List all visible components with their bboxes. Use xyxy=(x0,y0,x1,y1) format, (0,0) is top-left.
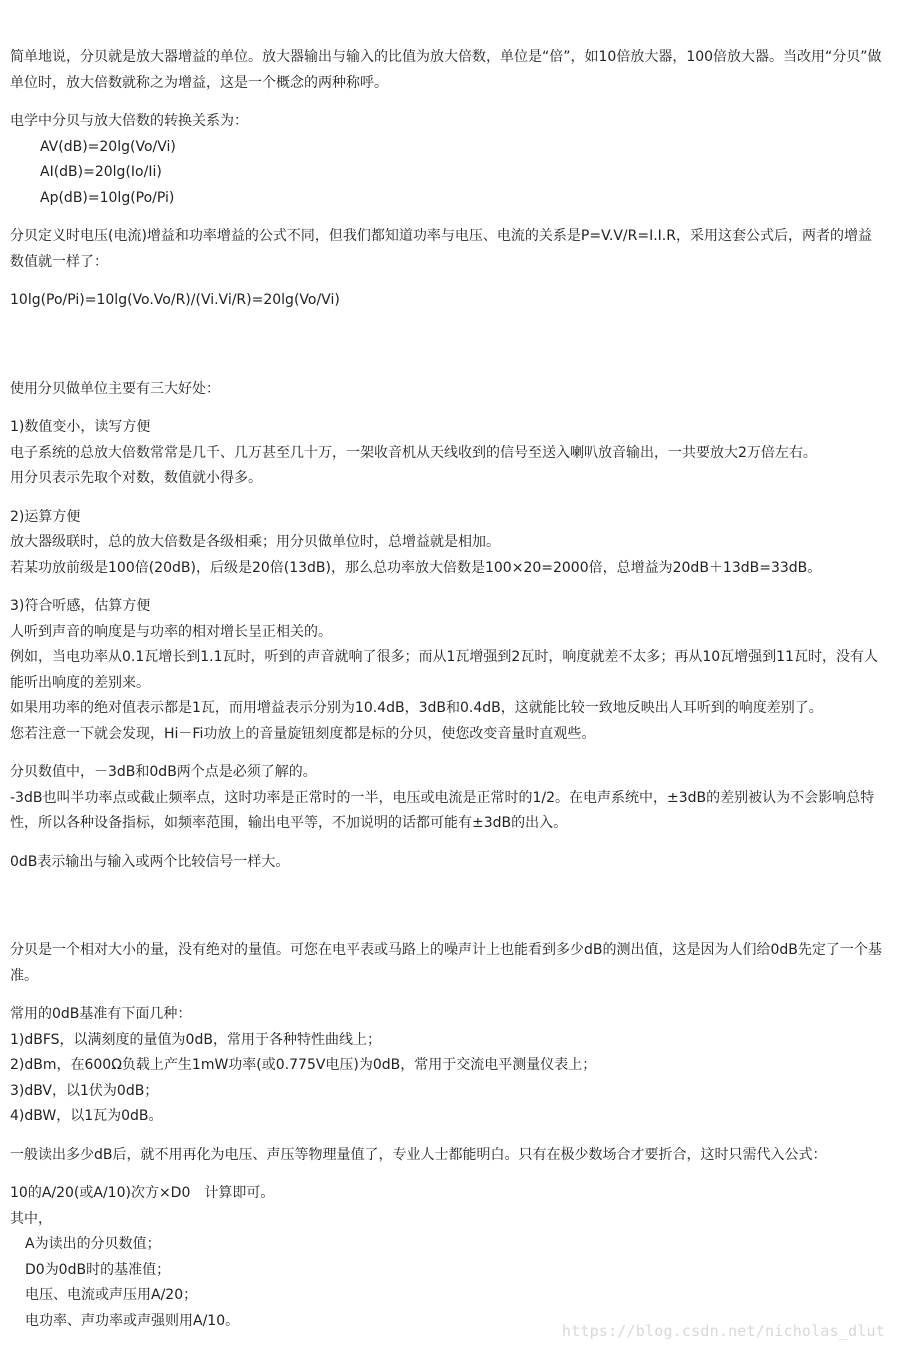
calculation-block xyxy=(10,1181,885,1334)
zero-db-paragraph: 0dB表示输出与输入或两个比较信号一样大。 xyxy=(10,853,290,870)
benefit-1 xyxy=(10,415,885,492)
where-item: 电功率、声功率或声强则用A/10。 xyxy=(25,1312,240,1329)
benefit-2 xyxy=(10,505,885,582)
formula-current: AI(dB)=20lg(Io/Ii) xyxy=(40,164,162,180)
benefit-2-line: 若某功放前级是100倍(20dB)，后级是20倍(13dB)，那么总功率放大倍数是100×20=2000倍，总增益为20dB＋13dB=33dB。 xyxy=(10,559,822,576)
benefit-3 xyxy=(10,594,885,747)
watermark-text: https://blog.csdn.net/nicholas_dlut xyxy=(561,1322,885,1340)
reading-paragraph: 一般读出多少dB后，就不用再化为电压、声压等物理量值了，专业人士都能明白。只有在极少数场合才要折合，这时只需代入公式： xyxy=(10,1146,827,1163)
benefit-2-heading: 2)运算方便 xyxy=(10,508,81,525)
benefit-3-line: 例如，当电功率从0.1瓦增长到1.1瓦时，听到的声音就响了很多；而从1瓦增强到2瓦时，响度就差不太多；再从10瓦增强到11瓦时，没有人能听出响度的差别来。 xyxy=(10,649,878,691)
reference-item: 1)dBFS，以满刻度的量值为0dB，常用于各种特性曲线上； xyxy=(10,1031,381,1048)
diff-paragraph: 分贝定义时电压(电流)增益和功率增益的公式不同，但我们都知道功率与电压、电流的关系是P=V.V/R=I.I.R，采用这套公式后，两者的增益数值就一样了： xyxy=(10,228,872,270)
benefit-1-line: 用分贝表示先取个对数，数值就小得多。 xyxy=(10,470,262,486)
calc-formula: 10的A/20(或A/10)次方×D0 计算即可。 xyxy=(10,1185,275,1201)
reference-item: 3)dBV，以1伏为0dB； xyxy=(10,1082,159,1099)
formula-title: 电学中分贝与放大倍数的转换关系为： xyxy=(10,113,248,129)
benefit-1-heading: 1)数值变小，读写方便 xyxy=(10,419,151,435)
where-item: A为读出的分贝数值； xyxy=(25,1236,161,1252)
formula-voltage: AV(dB)=20lg(Vo/Vi) xyxy=(40,138,176,155)
db-points xyxy=(10,760,885,837)
proof-formula: 10lg(Po/Pi)=10lg(Vo.Vo/R)/(Vi.Vi/R)=20lg(Vo/Vi) xyxy=(10,292,340,308)
where-item: D0为0dB时的基准值； xyxy=(25,1261,171,1278)
benefits-title: 使用分贝做单位主要有三大好处： xyxy=(10,380,220,397)
formula-power: Ap(dB)=10lg(Po/Pi) xyxy=(40,189,175,206)
benefit-3-heading: 3)符合听感，估算方便 xyxy=(10,598,151,614)
benefit-2-line: 放大器级联时，总的放大倍数是各级相乘；用分贝做单位时，总增益就是相加。 xyxy=(10,534,500,550)
where-item: 电压、电流或声压用A/20； xyxy=(25,1287,198,1303)
reference-item: 4)dBW，以1瓦为0dB。 xyxy=(10,1108,163,1124)
benefit-3-line: 您若注意一下就会发现，Hi－Fi功放上的音量旋钮刻度都是标的分贝，使您改变音量时直观些。 xyxy=(10,725,596,742)
reference-item: 2)dBm，在600Ω负载上产生1mW功率(或0.775V电压)为0dB，常用于交流电平测量仪表上； xyxy=(10,1057,597,1073)
benefit-3-line: 如果用功率的绝对值表示都是1瓦，而用增益表示分别为10.4dB，3dB和0.4dB，这就能比较一致地反映出人耳听到的响度差别了。 xyxy=(10,700,823,716)
relative-paragraph: 分贝是一个相对大小的量，没有绝对的量值。可您在电平表或马路上的噪声计上也能看到多少dB的测出值，这是因为人们给0dB先定了一个基准。 xyxy=(10,942,882,984)
article-body xyxy=(10,45,885,1334)
where-label: 其中， xyxy=(10,1210,52,1227)
db-points-intro: 分贝数值中，－3dB和0dB两个点是必须了解的。 xyxy=(10,764,317,780)
minus-3db-paragraph: -3dB也叫半功率点或截止频率点，这时功率是正常时的一半，电压或电流是正常时的1/2。在电声系统中，±3dB的差别被认为不会影响总特性，所以各种设备指标，如频率范围，输出电平等，不加说明的话都可能有±3dB的出入。 xyxy=(10,789,875,831)
benefit-1-line: 电子系统的总放大倍数常常是几千、几万甚至几十万，一架收音机从天线收到的信号至送入喇叭放音输出，一共要放大2万倍左右。 xyxy=(10,444,817,461)
reference-list xyxy=(10,1002,885,1130)
benefit-3-line: 人听到声音的响度是与功率的相对增长呈正相关的。 xyxy=(10,623,332,640)
reference-title: 常用的0dB基准有下面几种： xyxy=(10,1006,192,1022)
intro-paragraph: 简单地说，分贝就是放大器增益的单位。放大器输出与输入的比值为放大倍数，单位是“倍”，如10倍放大器，100倍放大器。当改用“分贝”做单位时，放大倍数就称之为增益，这是一个概念的两种称呼。 xyxy=(10,49,882,91)
